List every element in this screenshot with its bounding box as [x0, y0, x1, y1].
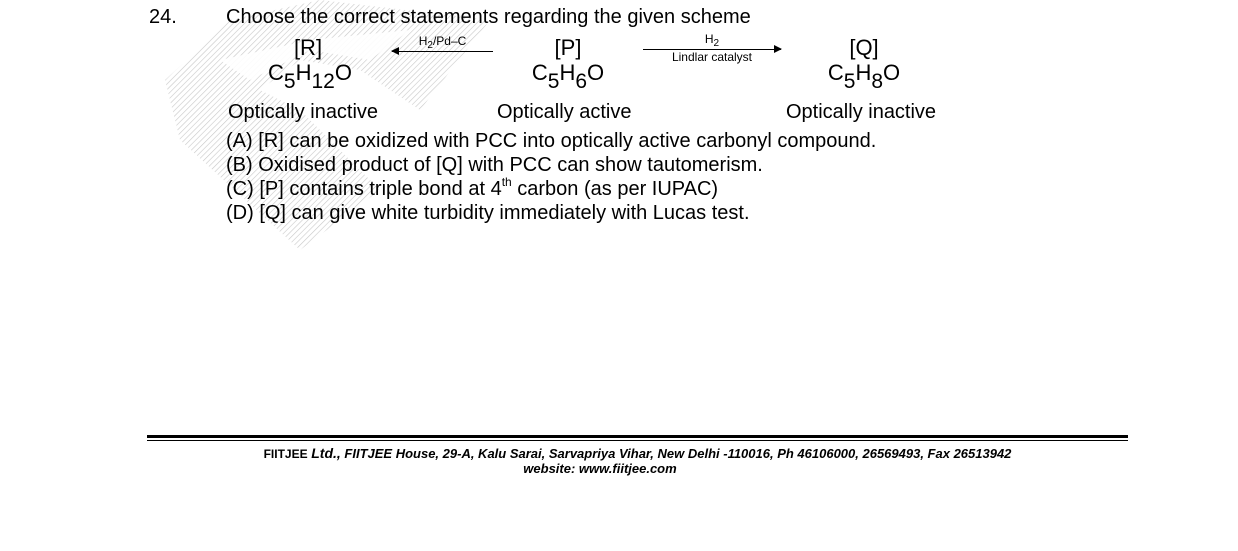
arrow-left-reagent [392, 34, 493, 51]
footer-address [0, 445, 1238, 461]
footer-address-text: FIITJEE House, 29-A, Kalu Sarai, Sarvapriya Vihar, New Delhi -110016, Ph 46106000, 26569493, Fax 26513942 [344, 446, 1012, 461]
compound-p-formula [528, 60, 608, 93]
compound-p-label: [P] [554, 35, 582, 60]
footer-divider [147, 435, 1128, 438]
arrow-right-line [643, 49, 781, 50]
reaction-arrow-right [643, 32, 781, 64]
formula-subscript: 5 [843, 70, 856, 93]
formula-element: C [268, 60, 284, 85]
option-c [226, 175, 719, 201]
formula-element: C [827, 60, 844, 85]
arrow-left-line [392, 51, 493, 52]
formula-element: H [855, 60, 872, 85]
formula-subscript: 8 [871, 70, 884, 93]
arrow-right-reagent [643, 32, 781, 49]
footer-website: website: www.fiitjee.com [523, 461, 677, 476]
compound-q-formula [824, 60, 904, 93]
compound-r-activity: Optically inactive [228, 101, 379, 123]
formula-element: O [587, 60, 605, 85]
compound-q [824, 35, 904, 93]
footer-brand: FIITJEE [263, 447, 308, 461]
compound-r-label: [R] [293, 35, 323, 60]
formula-element: H [559, 60, 576, 85]
option-d: (D) [Q] can give white turbidity immediately with Lucas test. [226, 202, 750, 224]
reagent-text: /Pd–C [432, 34, 467, 48]
reagent-subscript: 2 [427, 40, 433, 51]
formula-element: C [531, 60, 548, 85]
option-c-text: (C) [P] contains triple bond at 4 [226, 178, 502, 200]
arrow-head-left-icon [391, 47, 399, 55]
formula-subscript: 5 [283, 70, 296, 93]
option-a: (A) [R] can be oxidized with PCC into optically active carbonyl compound. [226, 130, 877, 152]
compound-p-activity: Optically active [497, 101, 632, 123]
formula-element: O [334, 60, 352, 85]
footer-ltd: Ltd., [311, 445, 341, 461]
question-number: 24. [149, 6, 177, 28]
arrow-right-condition: Lindlar catalyst [671, 50, 753, 64]
formula-subscript: 5 [547, 70, 560, 93]
arrow-head-right-icon [774, 45, 782, 53]
formula-subscript: 12 [311, 70, 335, 93]
formula-element: O [883, 60, 901, 85]
compound-q-label: [Q] [849, 35, 879, 60]
reagent-text: H [704, 32, 714, 46]
option-b: (B) Oxidised product of [Q] with PCC can show tautomerism. [226, 154, 763, 176]
reagent-subscript: 2 [713, 38, 720, 49]
reagent-text: H [418, 34, 428, 48]
option-c-superscript: th [501, 175, 512, 189]
formula-element: H [295, 60, 312, 85]
formula-subscript: 6 [575, 70, 588, 93]
option-c-text-end: carbon (as per IUPAC) [511, 178, 719, 200]
footer-divider-thin [147, 440, 1128, 441]
compound-r-formula [268, 60, 352, 93]
compound-p [528, 35, 608, 93]
compound-r [268, 35, 352, 93]
question-text: Choose the correct statements regarding the given scheme [226, 6, 751, 28]
reaction-arrow-left [392, 34, 493, 52]
compound-q-activity: Optically inactive [786, 101, 937, 123]
